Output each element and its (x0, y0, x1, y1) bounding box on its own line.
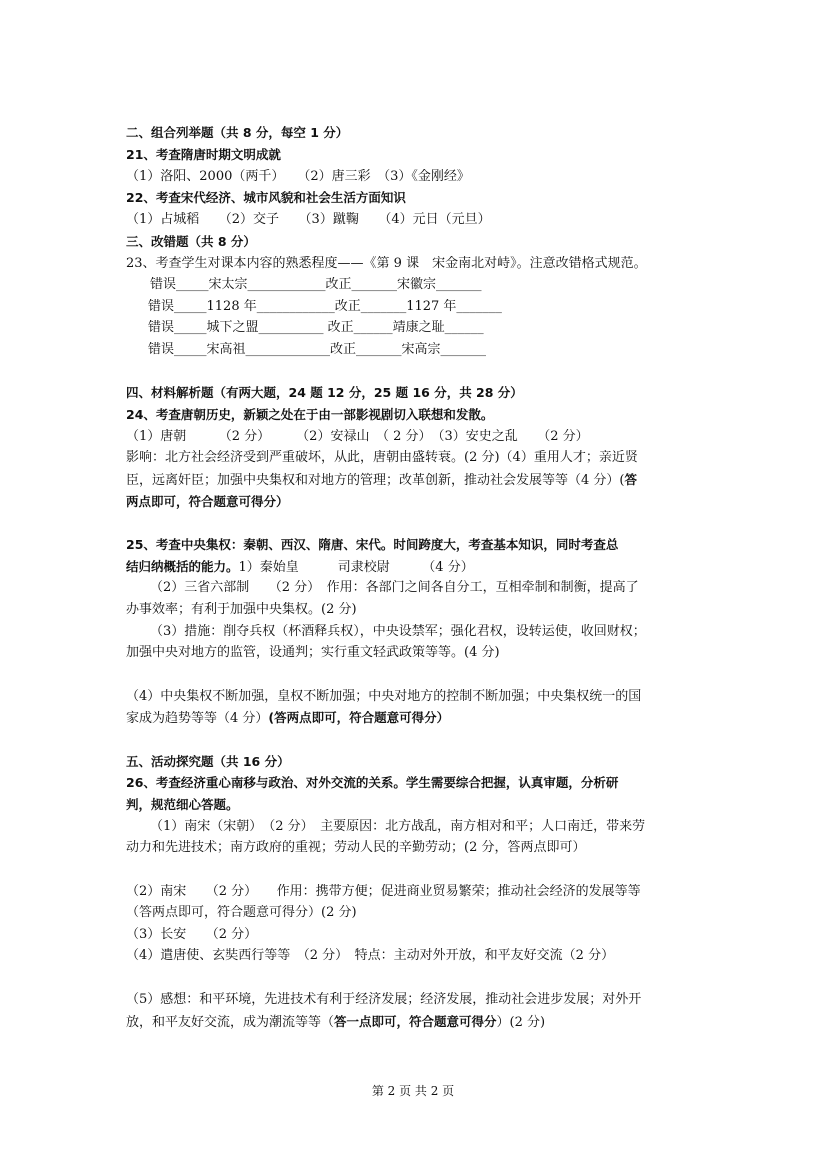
correction-row: 错误_____宋太宗____________改正_______宋徽宗_______ (150, 277, 482, 292)
q25-note: (答两点即可，符合题意可得分） (268, 710, 450, 725)
q26-title: 26、考查经济重心南移与政治、对外交流的关系。学生需要综合把握，认真审题，分析研 (126, 775, 619, 790)
page-number: 第 2 页 共 2 页 (371, 1084, 455, 1098)
q26-text: 放，和平友好交流，成为潮流等等（ (126, 1015, 335, 1030)
q24-note-line: 两点即可，符合题意可得分） (126, 494, 289, 509)
q24-title: 24、考查唐朝历史，新颖之处在于由一部影视剧切入联想和发散。 (126, 407, 494, 422)
q26-answer-line: （答两点即可，符合题意可得分）(2 分) (126, 905, 357, 920)
q26-note: 答一点即可，符合题意可得分 (334, 1014, 497, 1029)
section-2-heading: 二、组合列举题（共 8 分，每空 1 分） (126, 125, 349, 140)
q26-score: ）(2 分) (496, 1015, 546, 1030)
correction-row: 错误_____城下之盟__________ 改正______靖康之耻______ (148, 320, 484, 335)
q24-text: 臣，远离奸臣；加强中央集权和对地方的管理；改革创新，推动社会发展等等（4 分）( (126, 473, 625, 488)
q26-answer-line: （1）南宋（宋朝） （2 分） 主要原因：北方战乱，南方相对和平；人口南迁，带来劳 (150, 819, 646, 834)
q26-title-cont: 判，规范细心答题。 (126, 797, 239, 812)
q26-answer-line: （2）南宋 （2 分） 作用：携带方便；促进商业贸易繁荣；推动社会经济的发展等等 (126, 884, 641, 899)
q26-answer-line (126, 1014, 706, 1031)
q24-answer-line (126, 472, 706, 489)
section-5-heading: 五、活动探究题（共 16 分） (126, 754, 290, 769)
section-3-heading: 三、改错题（共 8 分） (126, 234, 256, 249)
q25-answer-line (126, 559, 706, 576)
q26-answer-line: 动力和先进技术；南方政府的重视；劳动人民的辛勤劳动；(2 分，答两点即可） (126, 840, 586, 855)
q25-answer: 1）秦始皇 司隶校尉 （4 分） (238, 560, 474, 575)
section-4-heading: 四、材料解析题（有两大题，24 题 12 分，25 题 16 分，共 28 分） (126, 385, 523, 400)
q25-answer-line: （2）三省六部制 （2 分） 作用：各部门之间各自分工，互相牵制和制衡，提高了 (150, 580, 639, 595)
q23-intro: 23、考查学生对课本内容的熟悉程度——《第 9 课 宋金南北对峙》。注意改错格式规范。 (126, 256, 647, 271)
q26-answer-line: （4）遣唐使、玄奘西行等等 （2 分） 特点：主动对外开放，和平友好交流（2 分） (126, 948, 615, 963)
correction-row: 错误_____1128 年____________改正_______1127 年_______ (148, 299, 502, 314)
q24-answer-line: 影响：北方社会经济受到严重破坏，从此，唐朝由盛转衰。(2 分)（4）重用人才；亲近贤 (126, 450, 638, 465)
q25-answer-line: 办事效率；有利于加强中央集权。(2 分) (126, 602, 357, 617)
q22-answer: （1）占城稻 （2）交子 （3）蹴鞠 （4）元日（元旦） (126, 212, 491, 227)
correction-row: 错误_____宋高祖_____________改正_______宋高宗_______ (148, 342, 487, 357)
q25-answer-line (126, 710, 706, 727)
q25-answer-line: （3）措施：削夺兵权（杯酒释兵权），中央设禁军；强化君权，设转运使，收回财权； (150, 624, 646, 639)
q26-answer-line: （3）长安 （2 分） (126, 927, 258, 942)
q26-answer-line: （5）感想：和平环境，先进技术有利于经济发展；经济发展，推动社会进步发展；对外开 (126, 992, 642, 1007)
q24-answer-line: （1）唐朝 （2 分） （2）安禄山 （ 2 分） （3）安史之乱 （2 分） (126, 429, 589, 444)
q21-answer: （1）洛阳、2000（两千） （2）唐三彩 （3）《金刚经》 (126, 169, 470, 184)
q25-answer-line: 加强中央对地方的监管，设通判；实行重文轻武政策等等。(4 分) (126, 645, 500, 660)
q22-title: 22、考查宋代经济、城市风貌和社会生活方面知识 (126, 190, 406, 205)
q25-text: 家成为趋势等等（4 分） (126, 711, 269, 726)
q25-answer-line: （4）中央集权不断加强，皇权不断加强；中央对地方的控制不断加强；中央集权统一的国 (126, 689, 642, 704)
q25-title-cont: 结归纳概括的能力。 (126, 559, 239, 574)
q24-note: 答 (624, 472, 637, 487)
q25-title: 25、考查中央集权：秦朝、西汉、隋唐、宋代。时间跨度大，考查基本知识，同时考查总 (126, 537, 619, 552)
q21-title: 21、考查隋唐时期文明成就 (126, 147, 281, 162)
